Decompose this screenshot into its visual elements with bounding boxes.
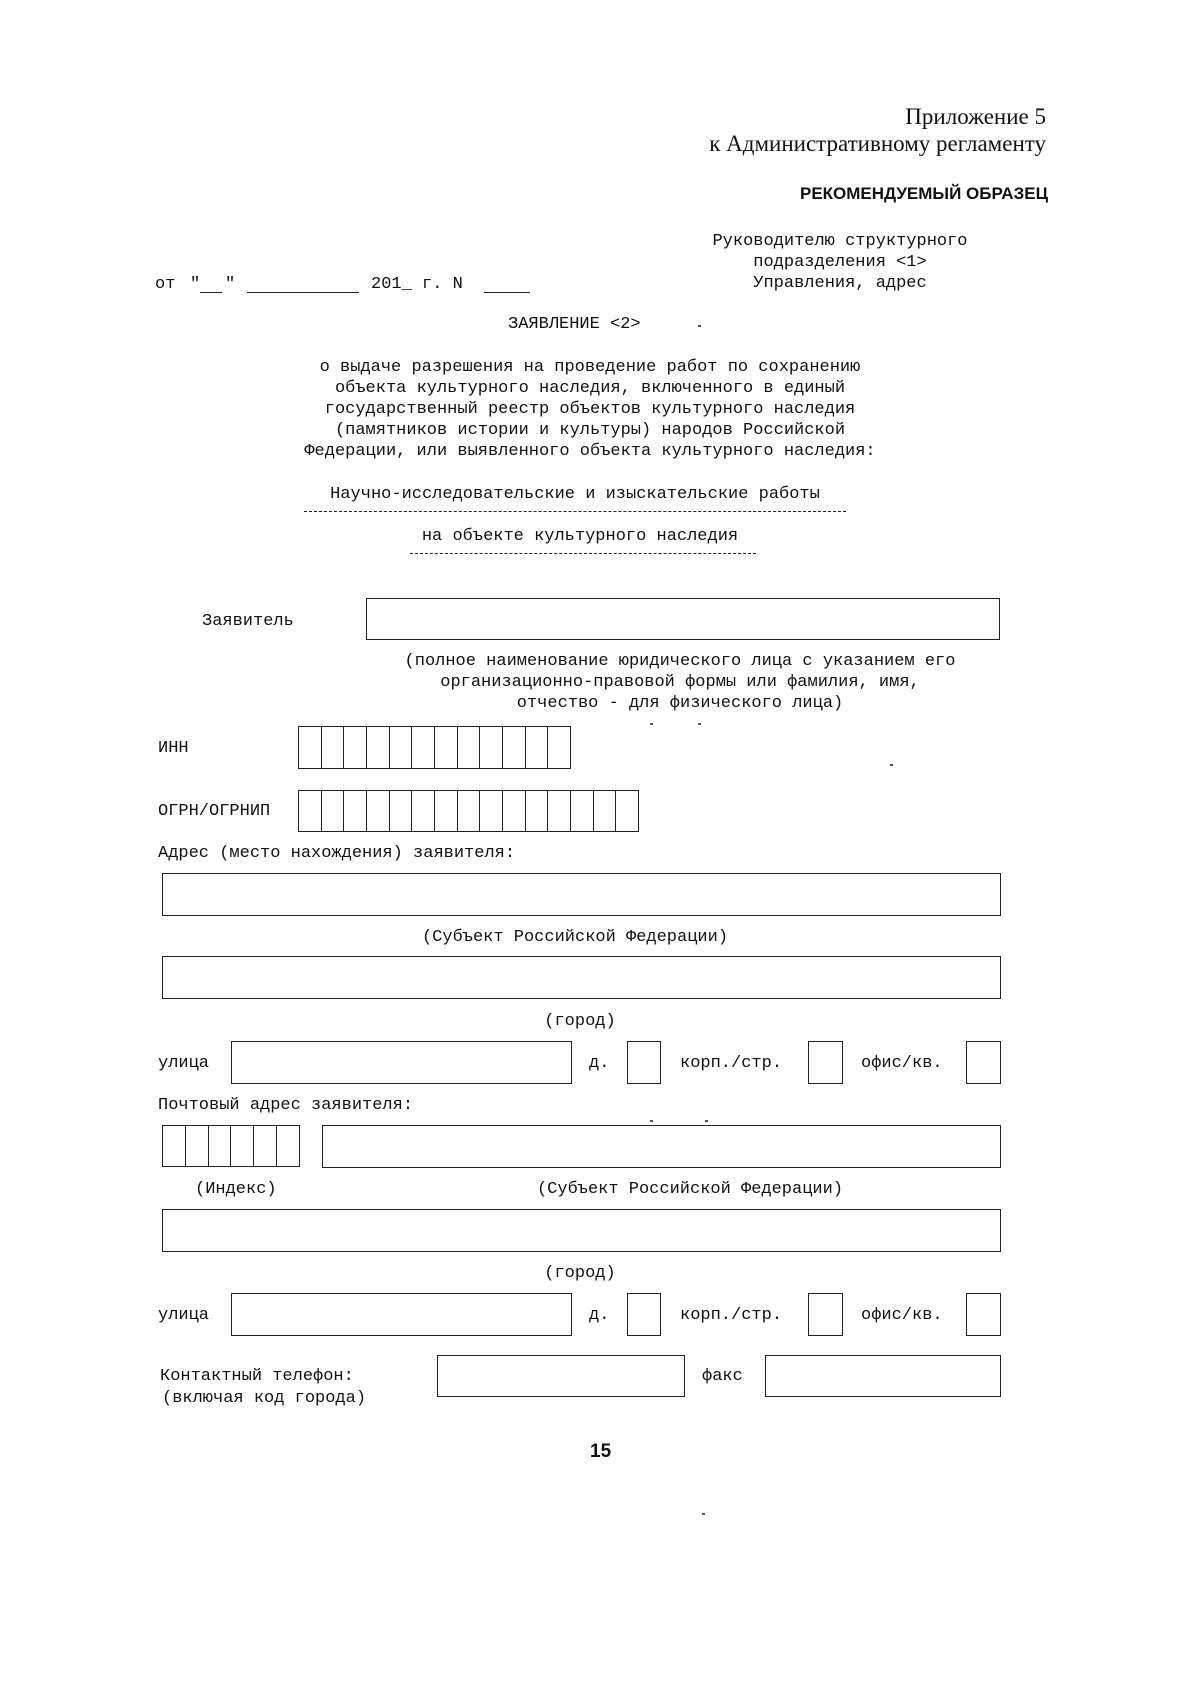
postal-subject-hint: (Субъект Российской Федерации): [536, 1180, 844, 1199]
fax-field[interactable]: [765, 1355, 1001, 1397]
addressee-line1: Руководителю структурного: [712, 232, 968, 251]
appendix-line1: Приложение 5: [905, 104, 1046, 129]
subject-field[interactable]: [162, 873, 1001, 916]
street-field[interactable]: [231, 1041, 572, 1084]
postal-house-label: д.: [589, 1306, 610, 1325]
date-quote-close: ": [225, 275, 236, 294]
office-label: офис/кв.: [861, 1054, 943, 1073]
index-hint: (Индекс): [195, 1180, 277, 1199]
statement-desc-2: объекта культурного наследия, включенного в единый: [334, 379, 846, 398]
date-year: 201_ г. N: [371, 275, 463, 294]
scan-speck: [698, 723, 701, 725]
scan-speck: [705, 1120, 708, 1122]
postal-street-field[interactable]: [231, 1293, 572, 1336]
postal-city-hint: (город): [544, 1264, 616, 1283]
addressee-line2: подразделения <1>: [753, 253, 927, 272]
work-type-underline: [304, 511, 846, 512]
phone-label-2: (включая код города): [162, 1389, 367, 1408]
postal-city-field[interactable]: [162, 1209, 1001, 1252]
scan-speck: [650, 1120, 653, 1122]
ogrn-label: ОГРН/ОГРНИП: [158, 802, 271, 821]
ogrn-field[interactable]: [298, 790, 639, 832]
scan-speck: [890, 764, 893, 766]
applicant-hint-3: отчество - для физического лица): [516, 694, 844, 713]
postal-street-label: улица: [158, 1306, 210, 1325]
page-number: 15: [590, 1441, 612, 1462]
city-field[interactable]: [162, 956, 1001, 999]
postal-building-label: корп./стр.: [680, 1306, 783, 1325]
house-label: д.: [589, 1054, 610, 1073]
office-field[interactable]: [966, 1041, 1001, 1084]
statement-desc-3: государственный реестр объектов культурного наследия: [324, 400, 856, 419]
statement-desc-5: Федерации, или выявленного объекта культурного наследия:: [304, 442, 876, 461]
month-field[interactable]: [247, 292, 359, 293]
house-field[interactable]: [627, 1041, 661, 1084]
work-type: Научно-исследовательские и изыскательские работы: [330, 485, 820, 504]
scan-speck: [702, 1513, 705, 1515]
building-label: корп./стр.: [680, 1054, 783, 1073]
subject-hint: (Субъект Российской Федерации): [421, 928, 729, 947]
inn-label: ИНН: [158, 739, 189, 758]
postal-subject-field[interactable]: [322, 1125, 1001, 1168]
fax-label: факс: [702, 1367, 743, 1386]
applicant-label: Заявитель: [202, 612, 294, 631]
postal-building-field[interactable]: [808, 1293, 843, 1336]
postal-house-field[interactable]: [627, 1293, 661, 1336]
building-field[interactable]: [808, 1041, 843, 1084]
sample-label: РЕКОМЕНДУЕМЫЙ ОБРАЗЕЦ: [799, 184, 1048, 203]
phone-label-1: Контактный телефон:: [160, 1367, 354, 1386]
inn-field[interactable]: [298, 726, 571, 769]
appendix-line2: к Административному регламенту: [709, 131, 1046, 156]
address-label: Адрес (место нахождения) заявителя:: [158, 844, 516, 863]
applicant-field[interactable]: [366, 598, 1000, 640]
statement-desc-1: о выдаче разрешения на проведение работ по сохранению: [319, 358, 861, 377]
postal-office-label: офис/кв.: [861, 1306, 943, 1325]
applicant-hint-2: организационно-правовой формы или фамилия, имя,: [440, 673, 920, 692]
postal-label: Почтовый адрес заявителя:: [158, 1096, 414, 1115]
object-type: на объекте культурного наследия: [421, 527, 739, 546]
date-quote-open: ": [190, 275, 201, 294]
date-from-label: от: [155, 275, 176, 294]
scan-speck: [698, 325, 701, 327]
statement-desc-4: (памятников истории и культуры) народов Российской: [334, 421, 846, 440]
day-field[interactable]: [200, 292, 222, 293]
postal-office-field[interactable]: [966, 1293, 1001, 1336]
applicant-hint-1: (полное наименование юридического лица с указанием его: [404, 652, 956, 671]
scan-speck: [650, 723, 653, 725]
object-type-underline: [410, 553, 756, 554]
phone-field[interactable]: [437, 1355, 685, 1397]
street-label: улица: [158, 1054, 210, 1073]
addressee-line3: Управления, адрес: [753, 274, 927, 293]
city-hint: (город): [544, 1012, 616, 1031]
index-field[interactable]: [162, 1125, 300, 1167]
statement-title: ЗАЯВЛЕНИЕ <2>: [508, 315, 641, 334]
number-field[interactable]: [484, 292, 530, 293]
